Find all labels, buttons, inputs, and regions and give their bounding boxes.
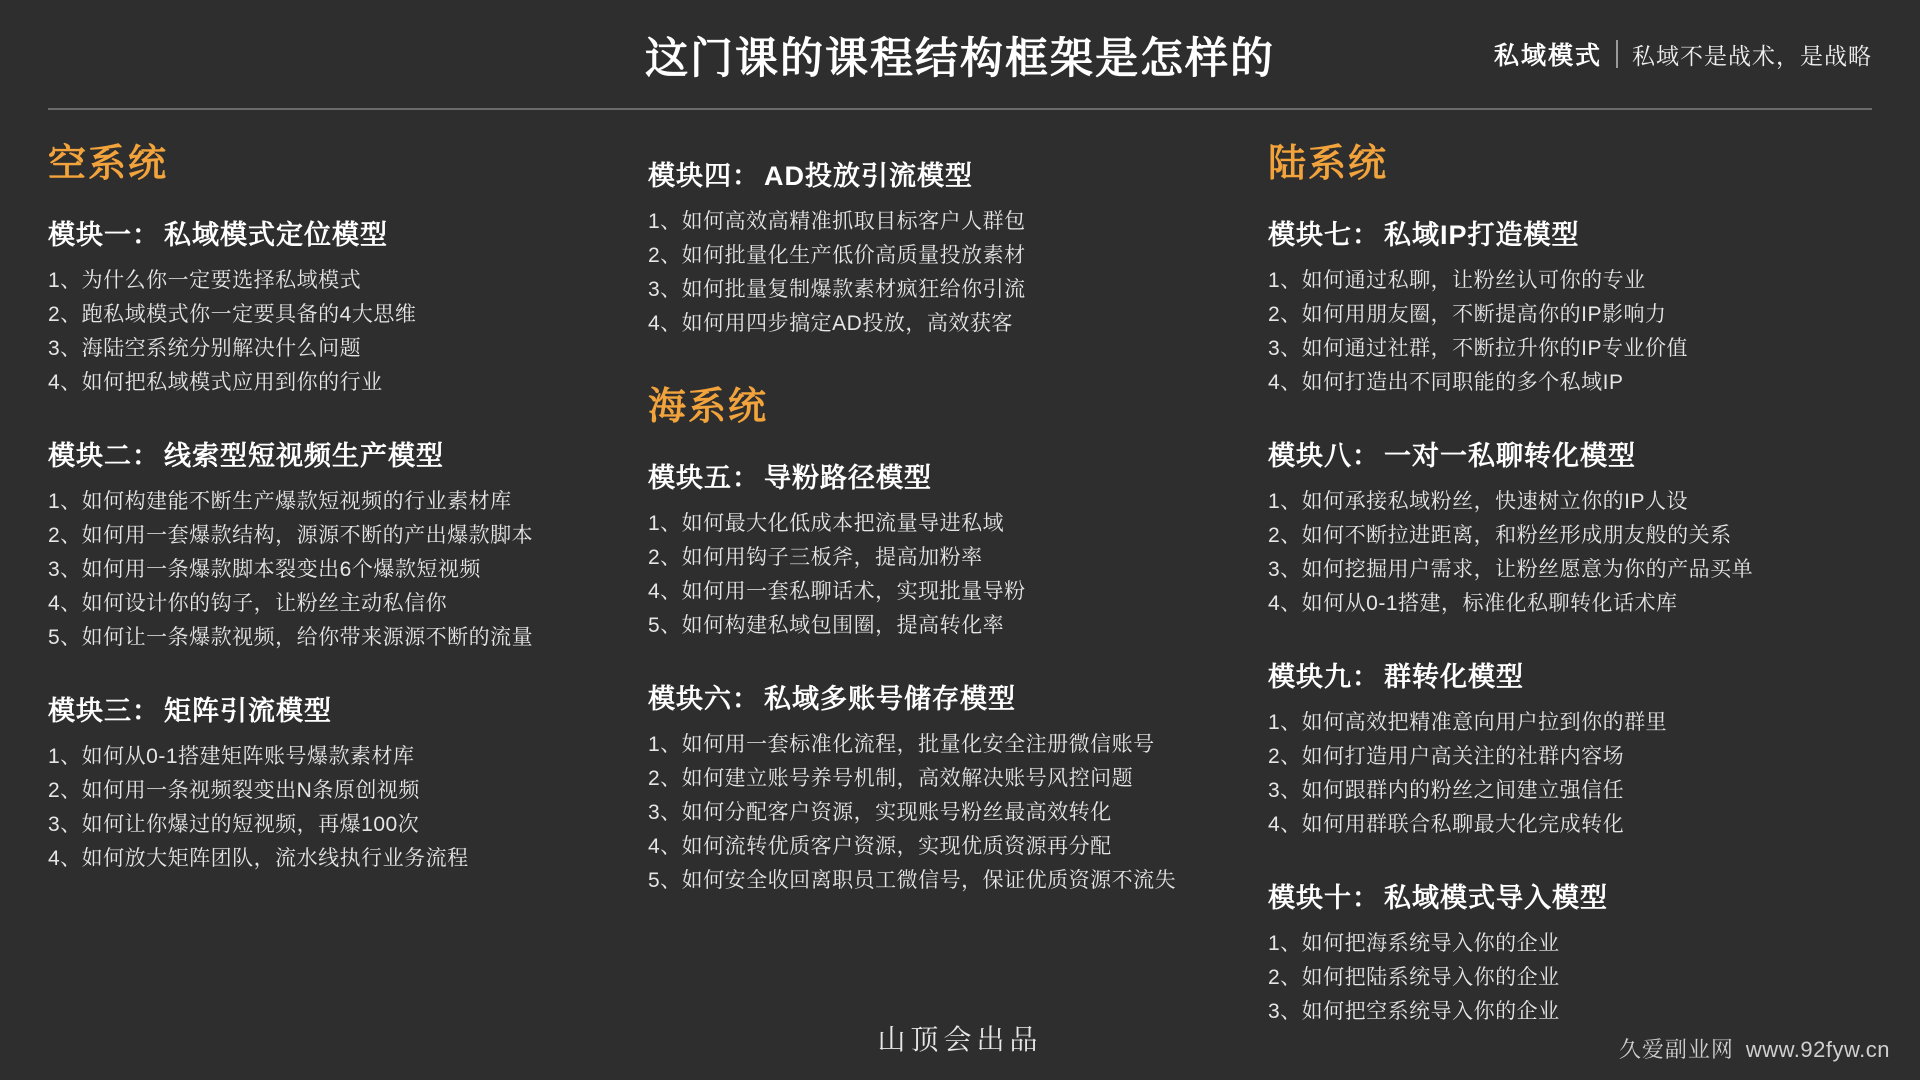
brand-name: 私域模式 <box>1493 42 1602 70</box>
module-2-title <box>48 434 618 473</box>
module-4-label: 模块四： <box>648 161 760 191</box>
module-3-name: 矩阵引流模型 <box>164 696 332 727</box>
list-item: 4、如何把私域模式应用到你的行业 <box>48 371 383 395</box>
list-item: 3、如何分配客户资源，实现账号粉丝最高效转化 <box>648 801 1112 825</box>
column-air-system <box>48 132 648 1063</box>
header-divider <box>48 108 1872 110</box>
module-10-label: 模块十： <box>1268 883 1380 914</box>
list-item: 1、如何把海系统导入你的企业 <box>1268 932 1560 956</box>
list-item: 2、如何批量化生产低价高质量投放素材 <box>648 244 1026 268</box>
module-4 <box>648 154 1238 341</box>
list-item: 1、如何构建能不断生产爆款短视频的行业素材库 <box>48 490 512 514</box>
list-item: 3、如何批量复制爆款素材疯狂给你引流 <box>648 278 1026 302</box>
module-6-label: 模块六： <box>648 684 760 715</box>
list-item: 3、如何挖掘用户需求，让粉丝愿意为你的产品买单 <box>1268 558 1754 582</box>
footer-text: 山顶会出品 <box>877 1024 1043 1055</box>
column-land-system <box>1268 132 1868 1063</box>
list-item: 3、如何通过社群，不断拉升你的IP专业价值 <box>1268 337 1689 361</box>
list-item: 4、如何打造出不同职能的多个私域IP <box>1268 371 1624 395</box>
list-item: 4、如何用一套私聊话术，实现批量导粉 <box>648 580 1026 604</box>
module-4-name: AD投放引流模型 <box>764 161 973 191</box>
list-item: 1、为什么你一定要选择私域模式 <box>48 269 362 292</box>
system-title-land: 陆系统 <box>1268 143 1389 185</box>
list-item: 1、如何用一套标准化流程，批量化安全注册微信账号 <box>648 733 1155 757</box>
module-3 <box>48 689 618 876</box>
list-item: 3、如何让你爆过的短视频，再爆100次 <box>48 813 420 837</box>
brand-lockup <box>1494 36 1872 72</box>
list-item: 2、如何用朋友圈，不断提高你的IP影响力 <box>1268 303 1667 327</box>
list-item: 5、如何构建私域包围圈，提高转化率 <box>648 614 1005 638</box>
module-7 <box>1268 213 1868 400</box>
module-1-title <box>48 213 618 252</box>
module-10 <box>1268 876 1868 1029</box>
list-item: 2、如何用一条视频裂变出N条原创视频 <box>48 779 420 803</box>
watermark-site-name: 久爱副业网 <box>1618 1037 1734 1062</box>
list-item: 4、如何从0-1搭建，标准化私聊转化话术库 <box>1268 592 1678 616</box>
list-item: 4、如何设计你的钩子，让粉丝主动私信你 <box>48 592 448 616</box>
module-6 <box>648 677 1238 898</box>
module-10-title <box>1268 876 1868 915</box>
column-sea-system <box>648 132 1268 1063</box>
list-item: 1、如何承接私域粉丝，快速树立你的IP人设 <box>1268 490 1689 514</box>
module-6-title <box>648 677 1238 716</box>
list-item: 1、如何通过私聊，让粉丝认可你的专业 <box>1268 269 1646 292</box>
module-5 <box>648 456 1238 643</box>
list-item: 5、如何安全收回离职员工微信号，保证优质资源不流失 <box>648 869 1177 893</box>
watermark <box>1619 1033 1890 1064</box>
list-item: 1、如何从0-1搭建矩阵账号爆款素材库 <box>48 745 415 769</box>
brand-slogan: 私域不是战术，是战略 <box>1632 42 1872 69</box>
list-item: 2、如何把陆系统导入你的企业 <box>1268 966 1560 990</box>
module-4-title <box>648 154 1238 193</box>
module-2 <box>48 434 618 655</box>
list-item: 5、如何让一条爆款视频，给你带来源源不断的流量 <box>48 626 534 650</box>
module-2-label: 模块二： <box>48 441 160 472</box>
module-5-name: 导粉路径模型 <box>764 463 932 494</box>
module-9-label: 模块九： <box>1268 662 1380 693</box>
slide-header <box>0 0 1920 110</box>
list-item: 4、如何放大矩阵团队，流水线执行业务流程 <box>48 847 469 871</box>
module-7-label: 模块七： <box>1268 220 1380 250</box>
list-item: 3、海陆空系统分别解决什么问题 <box>48 337 362 361</box>
list-item: 1、如何最大化低成本把流量导进私域 <box>648 512 1005 536</box>
list-item: 1、如何高效把精准意向用户拉到你的群里 <box>1268 711 1668 735</box>
module-8-label: 模块八： <box>1268 441 1380 472</box>
list-item: 2、如何不断拉进距离，和粉丝形成朋友般的关系 <box>1268 524 1732 548</box>
module-8-title <box>1268 434 1868 473</box>
module-1-label: 模块一： <box>48 220 160 250</box>
content-columns <box>48 132 1872 1063</box>
module-8 <box>1268 434 1868 621</box>
module-7-title <box>1268 213 1868 252</box>
brand-divider <box>1616 40 1618 68</box>
module-1-name: 私域模式定位模型 <box>164 220 388 250</box>
module-6-name: 私域多账号储存模型 <box>764 684 1016 715</box>
watermark-url: www.92fyw.cn <box>1745 1037 1890 1062</box>
module-9-name: 群转化模型 <box>1384 662 1524 693</box>
module-5-label: 模块五： <box>648 463 760 494</box>
list-item: 2、如何用一套爆款结构，源源不断的产出爆款脚本 <box>48 524 534 548</box>
system-title-air: 空系统 <box>48 143 169 185</box>
list-item: 4、如何用群联合私聊最大化完成转化 <box>1268 813 1625 837</box>
module-10-name: 私域模式导入模型 <box>1384 883 1608 914</box>
module-5-title <box>648 456 1238 495</box>
list-item: 3、如何用一条爆款脚本裂变出6个爆款短视频 <box>48 558 481 582</box>
page-title: 这门课的课程结构框架是怎样的 <box>645 34 1275 83</box>
module-9 <box>1268 655 1868 842</box>
list-item: 1、如何高效高精准抓取目标客户人群包 <box>648 210 1026 233</box>
list-item: 3、如何跟群内的粉丝之间建立强信任 <box>1268 779 1625 803</box>
module-3-title <box>48 689 618 728</box>
module-1 <box>48 213 618 400</box>
list-item: 2、如何用钩子三板斧，提高加粉率 <box>648 546 983 570</box>
module-3-label: 模块三： <box>48 696 160 727</box>
module-2-name: 线索型短视频生产模型 <box>164 441 444 472</box>
list-item: 4、如何用四步搞定AD投放，高效获客 <box>648 312 1013 336</box>
list-item: 3、如何把空系统导入你的企业 <box>1268 1000 1560 1024</box>
module-7-name: 私域IP打造模型 <box>1384 220 1580 250</box>
list-item: 4、如何流转优质客户资源，实现优质资源再分配 <box>648 835 1112 859</box>
list-item: 2、如何打造用户高关注的社群内容场 <box>1268 745 1625 769</box>
list-item: 2、跑私域模式你一定要具备的4大思维 <box>48 303 417 327</box>
module-8-name: 一对一私聊转化模型 <box>1384 441 1636 472</box>
list-item: 2、如何建立账号养号机制，高效解决账号风控问题 <box>648 767 1134 791</box>
system-title-sea: 海系统 <box>648 386 769 429</box>
module-9-title <box>1268 655 1868 694</box>
